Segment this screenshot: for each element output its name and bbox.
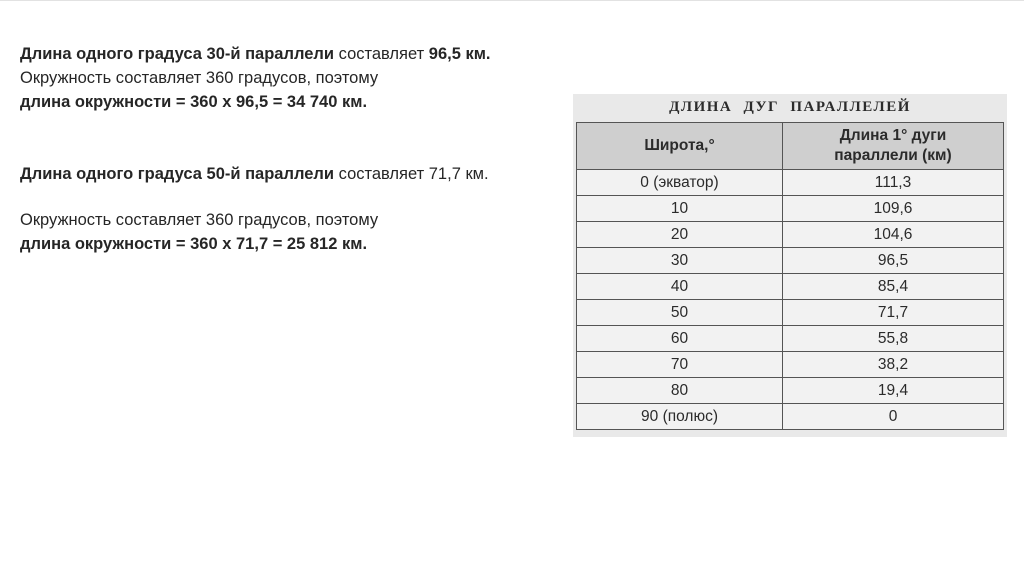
table-row xyxy=(577,274,1004,300)
cell-length: 104,6 xyxy=(783,222,1004,248)
para-30-parallel xyxy=(20,42,580,66)
text-50-normal: составляет 71,7 км. xyxy=(334,165,489,183)
cell-length: 109,6 xyxy=(783,196,1004,222)
text-circumference-50: Окружность составляет 360 градусов, поэтому xyxy=(20,211,379,229)
table-row xyxy=(577,300,1004,326)
explanation-text xyxy=(20,42,580,256)
text-30-value: 96,5 км. xyxy=(428,45,491,63)
arc-length-table xyxy=(576,122,1004,430)
table-header-row xyxy=(577,123,1004,170)
table-row xyxy=(577,196,1004,222)
para-50-parallel xyxy=(20,162,580,186)
cell-length: 85,4 xyxy=(783,274,1004,300)
table-row xyxy=(577,352,1004,378)
arc-length-table-image xyxy=(573,94,1007,437)
text-circumference-30: Окружность составляет 360 градусов, поэтому xyxy=(20,69,379,87)
text-length-30: длина окружности = 360 x 96,5 = 34 740 км. xyxy=(20,93,368,111)
cell-length: 38,2 xyxy=(783,352,1004,378)
table-row xyxy=(577,170,1004,196)
table-row xyxy=(577,222,1004,248)
table-row xyxy=(577,404,1004,430)
table-row xyxy=(577,248,1004,274)
table-row xyxy=(577,326,1004,352)
text-30-normal: составляет xyxy=(334,45,429,63)
cell-latitude: 50 xyxy=(577,300,783,326)
header-length-line2: параллели (км) xyxy=(834,147,952,164)
cell-latitude: 80 xyxy=(577,378,783,404)
cell-length: 111,3 xyxy=(783,170,1004,196)
cell-latitude: 10 xyxy=(577,196,783,222)
cell-latitude: 30 xyxy=(577,248,783,274)
cell-latitude: 90 (полюс) xyxy=(577,404,783,430)
header-length-line1: Длина 1° дуги xyxy=(839,127,947,144)
cell-latitude: 70 xyxy=(577,352,783,378)
table-title: ДЛИНА ДУГ ПАРАЛЛЕЛЕЙ xyxy=(669,99,911,115)
cell-length: 71,7 xyxy=(783,300,1004,326)
header-latitude: Широта,° xyxy=(577,123,783,170)
text-length-50: длина окружности = 360 x 71,7 = 25 812 км. xyxy=(20,235,368,253)
cell-length: 0 xyxy=(783,404,1004,430)
table-row xyxy=(577,378,1004,404)
text-30-bold: Длина одного градуса 30-й параллели xyxy=(20,45,335,63)
cell-length: 19,4 xyxy=(783,378,1004,404)
cell-length: 55,8 xyxy=(783,326,1004,352)
text-50-bold: Длина одного градуса 50-й параллели xyxy=(20,165,335,183)
cell-latitude: 20 xyxy=(577,222,783,248)
cell-latitude: 40 xyxy=(577,274,783,300)
top-divider xyxy=(0,0,1024,1)
cell-latitude: 0 (экватор) xyxy=(577,170,783,196)
cell-length: 96,5 xyxy=(783,248,1004,274)
header-length xyxy=(783,123,1004,170)
cell-latitude: 60 xyxy=(577,326,783,352)
